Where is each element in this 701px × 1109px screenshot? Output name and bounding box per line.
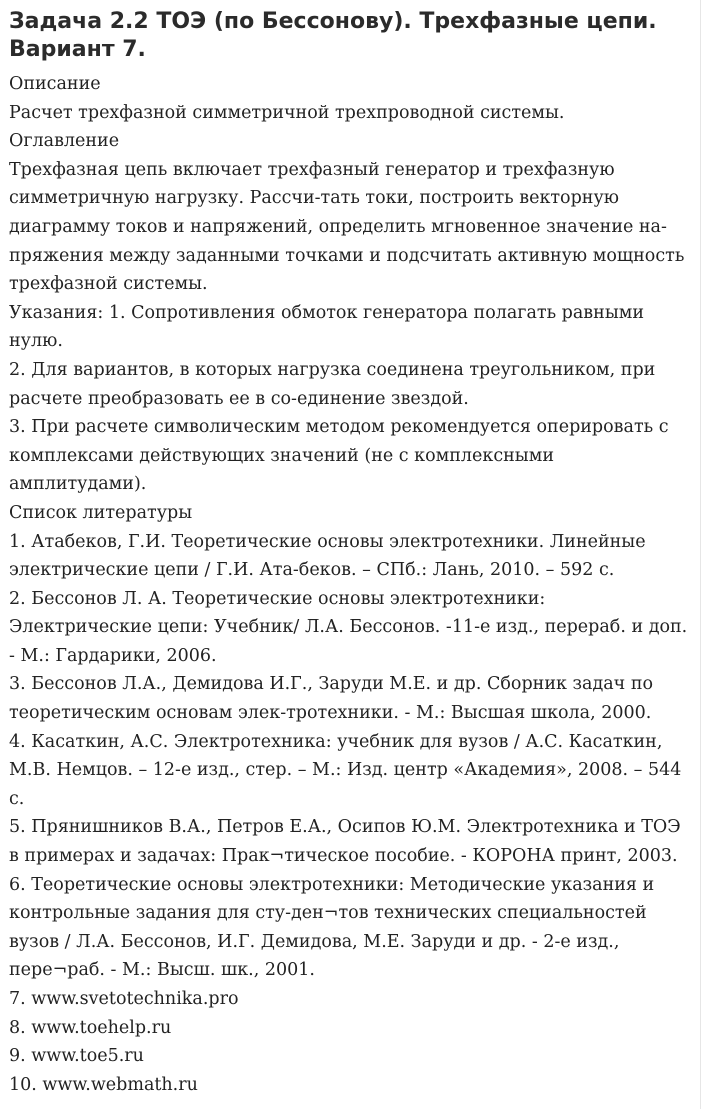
contents-heading: Оглавление: [9, 131, 120, 152]
description-heading: Описание: [9, 74, 101, 94]
literature-heading: Список литературы: [9, 502, 193, 523]
note-item-1: Указания: 1. Сопротивления обмоток генератора полагать равными нулю.: [9, 302, 645, 352]
literature-item-4: 4. Касаткин, А.С. Электротехника: учебник для вузов / А.С. Касаткин, М.В. Немцов. – 12-е изд., стер. – М.: Изд. центр «Академия», 2008. – 544 с.: [9, 731, 682, 809]
page-title: Задача 2.2 ТОЭ (по Бессонову). Трехфазные цепи. Вариант 7.: [9, 9, 657, 62]
literature-item-3: 3. Бессонов Л.А., Демидова И.Г., Заруди М.Е. и др. Сборник задач по теоретическим основам элек-тротехники. - М.: Высшая школа, 2000.: [9, 674, 654, 724]
literature-item-5: 5. Прянишников В.А., Петров Е.А., Осипов Ю.М. Электротехника и ТОЭ в примерах и задачах: Прак¬тическое пособие. - КОРОНА принт, 2003.: [9, 817, 681, 867]
literature-item-1: 1. Атабеков, Г.И. Теоретические основы электротехники. Линейные электрические цепи / Г.И. Ата-беков. – СПб.: Лань, 2010. – 592 с.: [9, 531, 646, 581]
literature-item-8: 8. www.toehelp.ru: [9, 1017, 172, 1038]
description-text: Расчет трехфазной симметричной трехпроводной системы.: [9, 102, 565, 123]
note-item-2: 2. Для вариантов, в которых нагрузка соединена треугольником, при расчете преобразовать ее в со-единение звездой.: [9, 359, 656, 409]
literature-item-2: 2. Бессонов Л. А. Теоретические основы электротехники: Электрические цепи: Учебник/ Л.А. Бессонов. -11-е изд., перераб. и доп. - М.: Гардарики, 2006.: [9, 588, 688, 666]
literature-item-7: 7. www.svetotechnika.pro: [9, 989, 239, 1009]
literature-item-9: 9. www.toe5.ru: [9, 1046, 144, 1067]
note-item-3: 3. При расчете символическим методом рекомендуется оперировать с комплексами действующих значений (не с комплексными амплитудами).: [9, 417, 669, 495]
literature-item-6: 6. Теоретические основы электротехники: Методические указания и контрольные задания для сту-ден¬тов технических специальностей вузов / Л.А. Бессонов, И.Г. Демидова, М.Е. Заруди и др. - 2-е изд., пере¬раб. - М.: Высш. шк., 2001.: [9, 874, 655, 981]
contents-text: Трехфазная цепь включает трехфазный генератор и трехфазную симметричную нагрузку. Рассчи-тать токи, построить векторную диаграмму токов и напряжений, определить мгновенное значение на-пряжения между заданными точками и подсчитать активную мощность трехфазной системы.: [9, 159, 685, 295]
literature-list: [9, 528, 691, 1100]
literature-item-10: 10. www.webmath.ru: [9, 1074, 198, 1095]
